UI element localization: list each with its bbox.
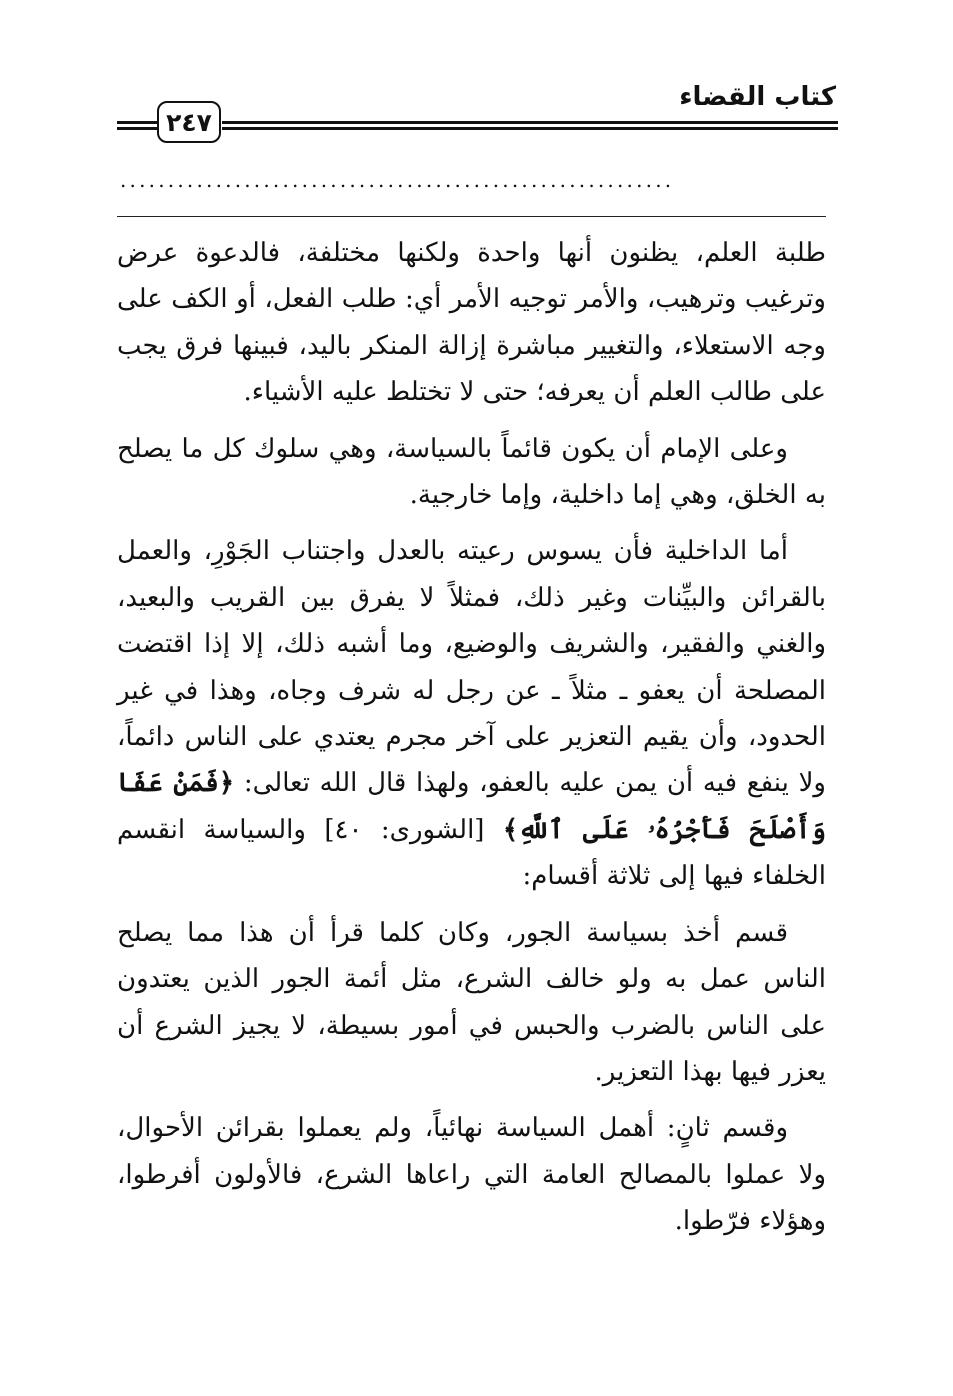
paragraph-3-text-after: [الشورى: ٤٠] والسياسة انقسم الخلفاء فيها إلى ثلاثة أقسام:	[117, 814, 826, 892]
paragraph-3	[117, 528, 826, 899]
paragraph-4: قسم أخذ بسياسة الجور، وكان كلما قرأ أن هذا مما يصلح الناس عمل به ولو خالف الشرع، مثل أئمة الجور الذين يعتدون على الناس بالضرب والحبس في أمور بسيطة، لا يجيز الشرع أن يعزر فيها بهذا التعزير.	[117, 917, 826, 1087]
dotted-line: ..........................................................	[120, 168, 675, 192]
page-number: ٢٤٧	[157, 101, 221, 143]
paragraph-3-text-before: أما الداخلية فأن يسوس رعيته بالعدل واجتناب الجَوْرِ، والعمل بالقرائن والبيِّنات وغير ذلك، فمثلاً لا يفرق بين القريب والبعيد، والغني والفقير، والشريف والوضيع، وما أشبه ذلك، إلا إذا اقتضت المصلحة أن يعفو ـ مثلاً ـ عن رجل له شرف وجاه، وهذا في غير الحدود، وأن يقيم التعزير على آخر مجرم يعتدي على الناس دائماً، ولا ينفع فيه أن يمن عليه بالعفو، ولهذا قال الله تعالى:	[117, 536, 826, 799]
header-rule-left	[117, 121, 159, 130]
separator-rule	[117, 216, 826, 217]
header-rule-right	[222, 121, 838, 130]
paragraph-1: طلبة العلم، يظنون أنها واحدة ولكنها مختلفة، فالدعوة عرض وترغيب وترهيب، والأمر توجيه الأمر أي: طلب الفعل، أو الكف على وجه الاستعلاء، والتغيير مباشرة إزالة المنكر باليد، فبينها فرق يجب على طالب العلم أن يعرفه؛ حتى لا تختلط عليه الأشياء.	[117, 238, 826, 408]
body-text	[117, 230, 826, 1255]
running-title: كتاب القضاء	[679, 82, 836, 112]
page-header	[0, 0, 953, 140]
quran-verse: ﴿فَمَنْ عَفَا وَأَصْلَحَ فَأَجْرُهُۥ عَلَى ٱللَّهِ﴾	[117, 768, 826, 845]
paragraph-2: وعلى الإمام أن يكون قائماً بالسياسة، وهي سلوك كل ما يصلح به الخلق، وهي إما داخلية، وإما خارجية.	[117, 433, 826, 511]
paragraph-5: وقسم ثانٍ: أهمل السياسة نهائياً، ولم يعملوا بقرائن الأحوال، ولا عملوا بالمصالح العامة التي راعاها الشرع، فالأولون أفرطوا، وهؤلاء فرّطوا.	[117, 1113, 826, 1237]
